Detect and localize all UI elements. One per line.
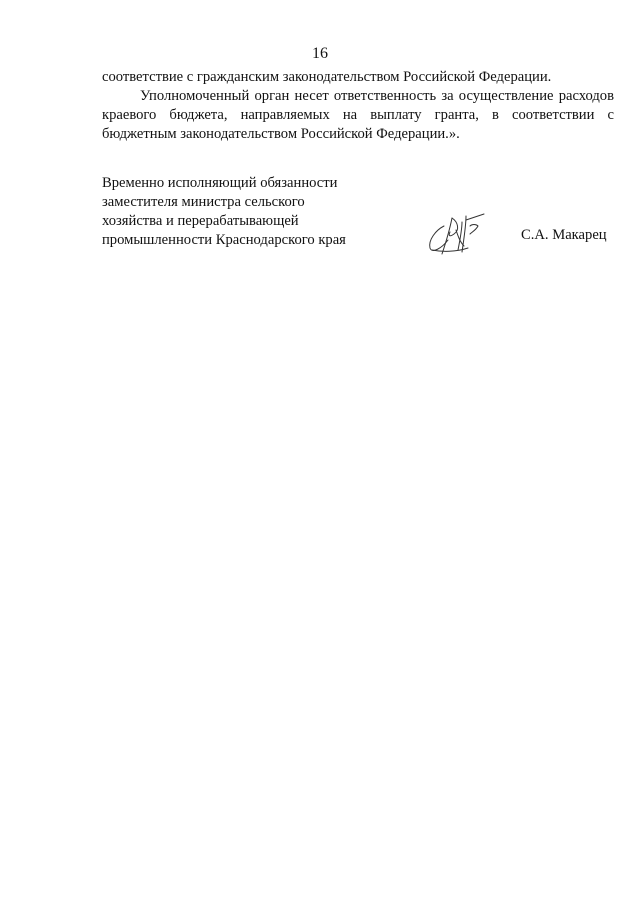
signer-name: С.А. Макарец (521, 227, 607, 243)
responsibility-paragraph: Уполномоченный орган несет ответственность за осуществление расходов краевого бюджета, направляемых на выплату гранта, в соответствии с бюджетным законодательством Российской Федерации.». (102, 88, 614, 142)
continuation-line: соответствие с гражданским законодательством Российской Федерации. (102, 69, 552, 85)
signatory-title (102, 174, 346, 250)
signatory-title-line: заместителя министра сельского (102, 194, 305, 210)
body-text (102, 68, 614, 144)
signatory-title-line: промышленности Краснодарского края (102, 232, 346, 248)
signatory-title-line: Временно исполняющий обязанности (102, 175, 338, 191)
handwritten-signature (422, 212, 490, 256)
signatory-title-line: хозяйства и перерабатывающей (102, 213, 299, 229)
page-number: 16 (312, 45, 328, 62)
